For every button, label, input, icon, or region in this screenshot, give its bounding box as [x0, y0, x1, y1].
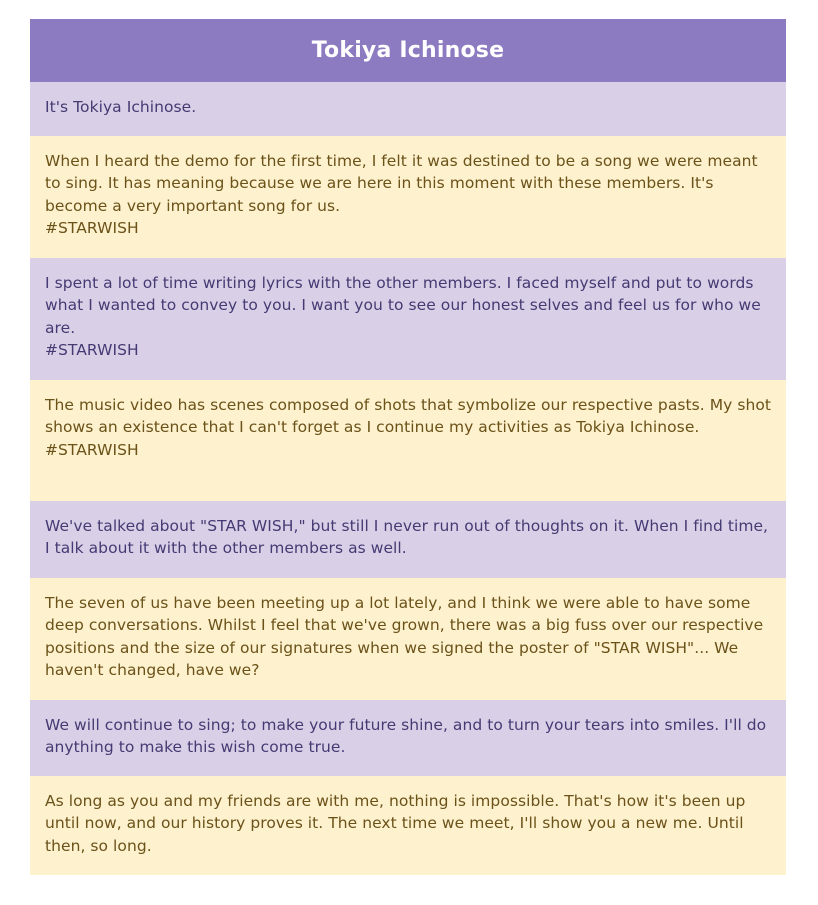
- message-row: When I heard the demo for the first time, I felt it was destined to be a song we were meant to sing. It has meaning because we are here in this moment with these members. It's become a very important song for us. #STARWISH: [30, 136, 786, 258]
- message-row: The seven of us have been meeting up a lot lately, and I think we were able to have some deep conversations. Whilst I feel that we've grown, there was a big fuss over our respective positions and the size of our signatures when we signed the poster of "STAR WISH"... We haven't changed, have we?: [30, 578, 786, 700]
- message-row: I spent a lot of time writing lyrics with the other members. I faced myself and put to words what I wanted to convey to you. I want you to see our honest selves and feel us for who we are. #STARWISH: [30, 258, 786, 380]
- message-row: It's Tokiya Ichinose.: [30, 82, 786, 136]
- message-row: The music video has scenes composed of shots that symbolize our respective pasts. My shot shows an existence that I can't forget as I continue my activities as Tokiya Ichinose. #STARWISH: [30, 380, 786, 501]
- message-card: [30, 19, 786, 875]
- message-row: As long as you and my friends are with me, nothing is impossible. That's how it's been up until now, and our history proves it. The next time we meet, I'll show you a new me. Until then, so long.: [30, 776, 786, 875]
- card-title: Tokiya Ichinose: [30, 19, 786, 82]
- message-row: We've talked about "STAR WISH," but still I never run out of thoughts on it. When I find time, I talk about it with the other members as well.: [30, 501, 786, 578]
- message-row: We will continue to sing; to make your future shine, and to turn your tears into smiles. I'll do anything to make this wish come true.: [30, 700, 786, 776]
